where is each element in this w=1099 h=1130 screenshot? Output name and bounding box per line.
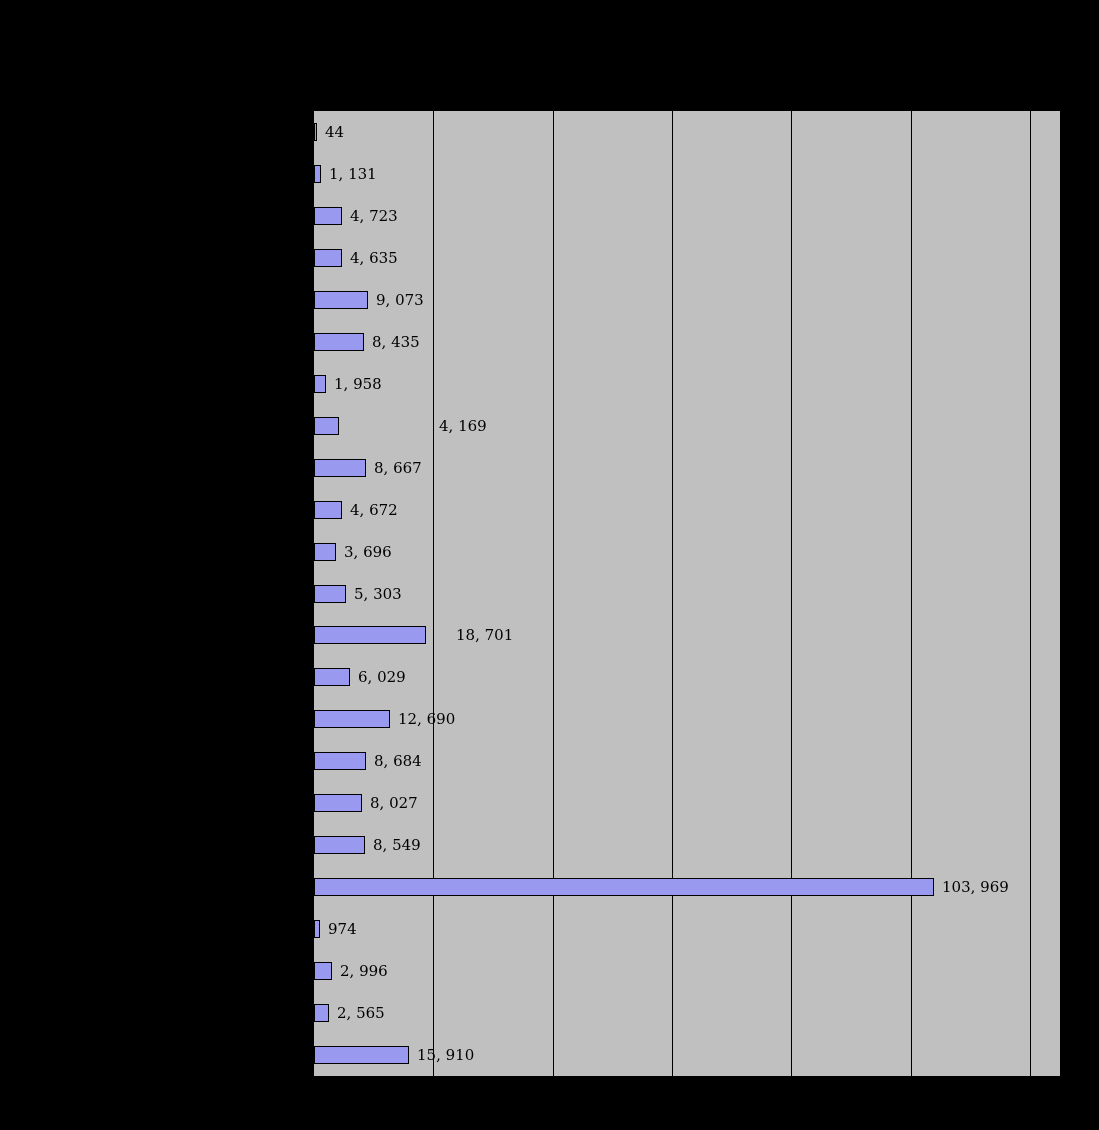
bar-row	[314, 153, 1060, 195]
y-axis-tick	[310, 552, 314, 553]
bar-row	[314, 405, 1060, 447]
bar-value-label: 4, 672	[350, 500, 398, 519]
bar[interactable]	[314, 333, 364, 351]
bar-value-label: 2, 565	[337, 1004, 385, 1023]
bar-row	[314, 237, 1060, 279]
plot-area	[313, 110, 1061, 1077]
bar[interactable]	[314, 962, 332, 980]
bar-row	[314, 363, 1060, 405]
bar[interactable]	[314, 249, 342, 267]
y-axis-tick	[310, 594, 314, 595]
bar-value-label: 8, 435	[372, 332, 420, 351]
bar-value-label: 4, 723	[350, 206, 398, 225]
bar-row	[314, 908, 1060, 950]
bar[interactable]	[314, 543, 336, 561]
bar-value-label: 4, 635	[350, 248, 398, 267]
bar[interactable]	[314, 501, 342, 519]
bar-value-label: 9, 073	[376, 290, 424, 309]
bar[interactable]	[314, 417, 339, 435]
bar-row	[314, 489, 1060, 531]
bar-value-label: 8, 684	[374, 752, 422, 771]
bar-row	[314, 740, 1060, 782]
y-axis-tick	[310, 887, 314, 888]
bar-value-label: 1, 131	[329, 164, 377, 183]
bar-row	[314, 321, 1060, 363]
bar-value-label: 8, 667	[374, 458, 422, 477]
bar-value-label: 18, 701	[456, 626, 514, 645]
bar[interactable]	[314, 1046, 409, 1064]
bar[interactable]	[314, 375, 326, 393]
y-axis-tick	[310, 1055, 314, 1056]
bar[interactable]	[314, 123, 317, 141]
bar[interactable]	[314, 207, 342, 225]
y-axis-tick	[310, 677, 314, 678]
bar[interactable]	[314, 710, 390, 728]
bar-row	[314, 279, 1060, 321]
bar[interactable]	[314, 668, 350, 686]
bar-value-label: 3, 696	[344, 542, 392, 561]
bar[interactable]	[314, 1004, 329, 1022]
y-axis-tick	[310, 761, 314, 762]
bar-value-label: 5, 303	[354, 584, 402, 603]
y-axis-tick	[310, 216, 314, 217]
bar[interactable]	[314, 585, 346, 603]
bar-row	[314, 950, 1060, 992]
y-axis-tick	[310, 132, 314, 133]
bar-value-label: 8, 027	[370, 794, 418, 813]
y-axis-tick	[310, 971, 314, 972]
y-axis-tick	[310, 384, 314, 385]
y-axis-tick	[310, 342, 314, 343]
y-axis-tick	[310, 719, 314, 720]
bar-row	[314, 992, 1060, 1034]
bar[interactable]	[314, 459, 366, 477]
y-axis-tick	[310, 426, 314, 427]
bar-row	[314, 824, 1060, 866]
bar-row	[314, 866, 1060, 908]
bar-value-label: 12, 690	[398, 710, 456, 729]
bar-value-label: 44	[325, 123, 345, 141]
bar[interactable]	[314, 836, 365, 854]
y-axis-tick	[310, 635, 314, 636]
bar-row	[314, 111, 1060, 153]
bar-row	[314, 195, 1060, 237]
bar[interactable]	[314, 165, 321, 183]
bar-value-label: 4, 169	[439, 416, 487, 435]
y-axis-tick	[310, 510, 314, 511]
y-axis-tick	[310, 1013, 314, 1014]
bar[interactable]	[314, 794, 362, 812]
bar-value-label: 6, 029	[358, 668, 406, 687]
y-axis-tick	[310, 929, 314, 930]
y-axis-tick	[310, 845, 314, 846]
bars-layer	[314, 111, 1060, 1076]
bar-value-label: 8, 549	[373, 836, 421, 855]
y-axis-tick	[310, 174, 314, 175]
bar-row	[314, 573, 1060, 615]
bar[interactable]	[314, 626, 426, 644]
y-axis-tick	[310, 468, 314, 469]
y-axis-tick	[310, 300, 314, 301]
bar[interactable]	[314, 920, 320, 938]
bar-row	[314, 656, 1060, 698]
bar-value-label: 1, 958	[334, 374, 382, 393]
bar-row	[314, 698, 1060, 740]
y-axis-tick	[310, 258, 314, 259]
bar-row	[314, 1034, 1060, 1076]
bar-row	[314, 447, 1060, 489]
bar-row	[314, 782, 1060, 824]
bar-value-label: 103, 969	[942, 878, 1009, 897]
bar-value-label: 2, 996	[340, 962, 388, 981]
bar[interactable]	[314, 291, 368, 309]
bar-value-label: 974	[328, 920, 357, 939]
bar-row	[314, 531, 1060, 573]
bar[interactable]	[314, 878, 934, 896]
bar[interactable]	[314, 752, 366, 770]
bar-row	[314, 614, 1060, 656]
y-axis-tick	[310, 803, 314, 804]
bar-value-label: 15, 910	[417, 1046, 475, 1065]
